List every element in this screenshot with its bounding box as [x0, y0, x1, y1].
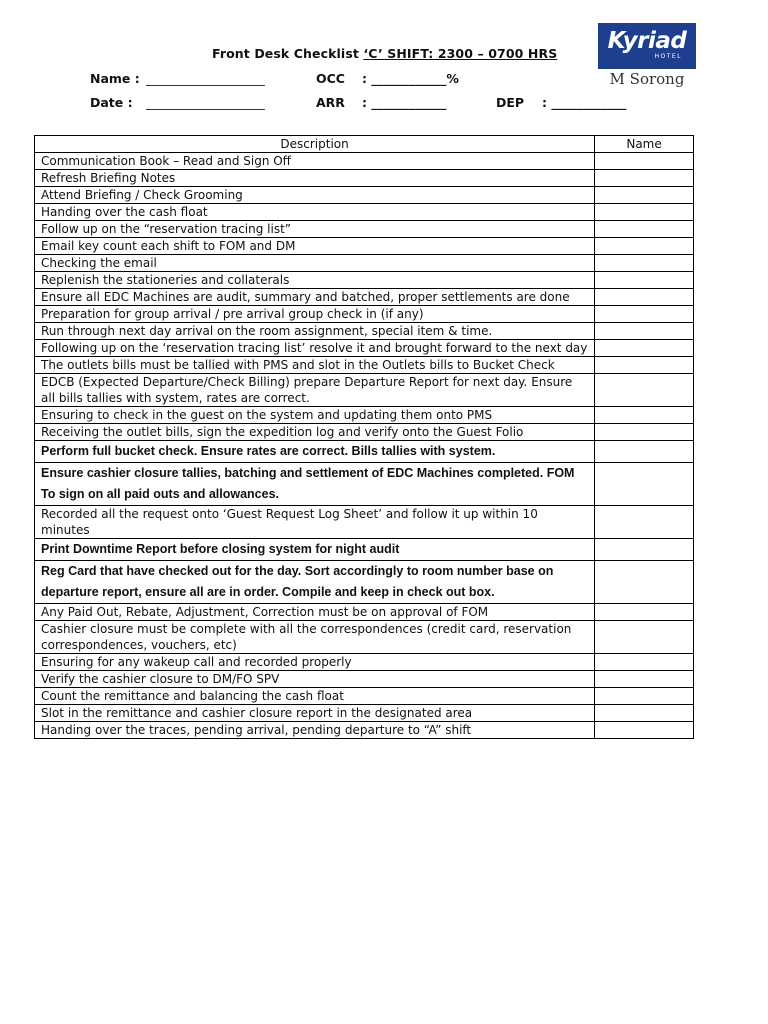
name-cell[interactable] [595, 654, 694, 671]
task-description: Replenish the stationeries and collaterals [35, 272, 595, 289]
table-row [35, 238, 694, 255]
task-description: Receiving the outlet bills, sign the expedition log and verify onto the Guest Folio [35, 424, 595, 441]
name-cell[interactable] [595, 153, 694, 170]
name-cell[interactable] [595, 357, 694, 374]
table-row [35, 153, 694, 170]
name-cell[interactable] [595, 272, 694, 289]
table-row [35, 561, 694, 604]
name-cell[interactable] [595, 238, 694, 255]
brand-location: M Sorong [609, 70, 685, 88]
header-name: Name [595, 136, 694, 153]
name-cell[interactable] [595, 441, 694, 463]
table-row [35, 306, 694, 323]
date-label: Date : [90, 95, 133, 110]
table-row [35, 539, 694, 561]
table-row [35, 204, 694, 221]
arr-field[interactable]: : ____________ [362, 95, 447, 110]
task-description: Reg Card that have checked out for the day. Sort accordingly to room number base on departure report, ensure all are in order. Compile and keep in check out box. [35, 561, 595, 604]
dep-field[interactable]: : ____________ [542, 95, 627, 110]
field-row-date [0, 95, 768, 111]
dep-label: DEP [496, 95, 525, 110]
task-description: Cashier closure must be complete with all the correspondences (credit card, reservation correspondences, vouchers, etc) [35, 621, 595, 654]
task-description: Slot in the remittance and cashier closure report in the designated area [35, 705, 595, 722]
task-description: Ensuring to check in the guest on the system and updating them onto PMS [35, 407, 595, 424]
name-cell[interactable] [595, 671, 694, 688]
table-row [35, 255, 694, 272]
page-title [212, 46, 557, 61]
arr-label: ARR [316, 95, 345, 110]
brand-name: Kyriad [607, 28, 687, 54]
title-shift: ‘C’ SHIFT: 2300 – 0700 HRS [363, 46, 558, 61]
name-field[interactable]: ___________________ [146, 71, 265, 86]
task-description: Count the remittance and balancing the cash float [35, 688, 595, 705]
name-cell[interactable] [595, 621, 694, 654]
occ-label: OCC [316, 71, 345, 86]
title-prefix: Front Desk Checklist [212, 46, 364, 61]
checklist-table [34, 135, 694, 739]
task-description: Attend Briefing / Check Grooming [35, 187, 595, 204]
name-cell[interactable] [595, 539, 694, 561]
table-row [35, 407, 694, 424]
name-cell[interactable] [595, 306, 694, 323]
name-cell[interactable] [595, 204, 694, 221]
task-description: Communication Book – Read and Sign Off [35, 153, 595, 170]
task-description: Ensure cashier closure tallies, batching and settlement of EDC Machines completed. FOM To sign on all paid outs and allowances. [35, 463, 595, 506]
name-cell[interactable] [595, 221, 694, 238]
table-row [35, 463, 694, 506]
task-description: Handing over the cash float [35, 204, 595, 221]
task-description: Perform full bucket check. Ensure rates are correct. Bills tallies with system. [35, 441, 595, 463]
date-field[interactable]: ___________________ [146, 95, 265, 110]
name-cell[interactable] [595, 688, 694, 705]
table-row [35, 272, 694, 289]
checklist-rows [35, 153, 694, 739]
name-cell[interactable] [595, 407, 694, 424]
name-cell[interactable] [595, 340, 694, 357]
task-description: Run through next day arrival on the room assignment, special item & time. [35, 323, 595, 340]
table-row [35, 705, 694, 722]
task-description: Any Paid Out, Rebate, Adjustment, Correction must be on approval of FOM [35, 604, 595, 621]
task-description: Checking the email [35, 255, 595, 272]
name-cell[interactable] [595, 289, 694, 306]
task-description: Handing over the traces, pending arrival, pending departure to “A” shift [35, 722, 595, 739]
task-description: Ensure all EDC Machines are audit, summary and batched, proper settlements are done [35, 289, 595, 306]
brand-sub: HOTEL [654, 53, 682, 60]
name-label: Name : [90, 71, 140, 86]
name-cell[interactable] [595, 255, 694, 272]
name-cell[interactable] [595, 424, 694, 441]
occ-field[interactable]: : ____________% [362, 71, 459, 86]
table-row [35, 221, 694, 238]
name-cell[interactable] [595, 323, 694, 340]
name-cell[interactable] [595, 463, 694, 506]
table-row [35, 506, 694, 539]
task-description: Ensuring for any wakeup call and recorded properly [35, 654, 595, 671]
table-header-row [35, 136, 694, 153]
name-cell[interactable] [595, 170, 694, 187]
task-description: Recorded all the request onto ‘Guest Request Log Sheet’ and follow it up within 10 minutes [35, 506, 595, 539]
task-description: Follow up on the “reservation tracing list” [35, 221, 595, 238]
task-description: Preparation for group arrival / pre arrival group check in (if any) [35, 306, 595, 323]
name-cell[interactable] [595, 722, 694, 739]
task-description: Verify the cashier closure to DM/FO SPV [35, 671, 595, 688]
table-row [35, 187, 694, 204]
table-row [35, 289, 694, 306]
table-row [35, 340, 694, 357]
table-row [35, 621, 694, 654]
task-description: Print Downtime Report before closing system for night audit [35, 539, 595, 561]
table-row [35, 374, 694, 407]
header-description: Description [35, 136, 595, 153]
task-description: The outlets bills must be tallied with PMS and slot in the Outlets bills to Bucket Check [35, 357, 595, 374]
table-row [35, 170, 694, 187]
table-row [35, 688, 694, 705]
table-row [35, 357, 694, 374]
name-cell[interactable] [595, 187, 694, 204]
name-cell[interactable] [595, 705, 694, 722]
name-cell[interactable] [595, 604, 694, 621]
name-cell[interactable] [595, 506, 694, 539]
name-cell[interactable] [595, 374, 694, 407]
table-row [35, 654, 694, 671]
task-description: Following up on the ‘reservation tracing list’ resolve it and brought forward to the next day [35, 340, 595, 357]
task-description: Refresh Briefing Notes [35, 170, 595, 187]
table-row [35, 424, 694, 441]
table-row [35, 441, 694, 463]
name-cell[interactable] [595, 561, 694, 604]
table-row [35, 604, 694, 621]
brand-logo [598, 23, 696, 69]
task-description: Email key count each shift to FOM and DM [35, 238, 595, 255]
table-row [35, 671, 694, 688]
table-row [35, 323, 694, 340]
table-row [35, 722, 694, 739]
task-description: EDCB (Expected Departure/Check Billing) prepare Departure Report for next day. Ensure all bills tallies with system, rates are correct. [35, 374, 595, 407]
